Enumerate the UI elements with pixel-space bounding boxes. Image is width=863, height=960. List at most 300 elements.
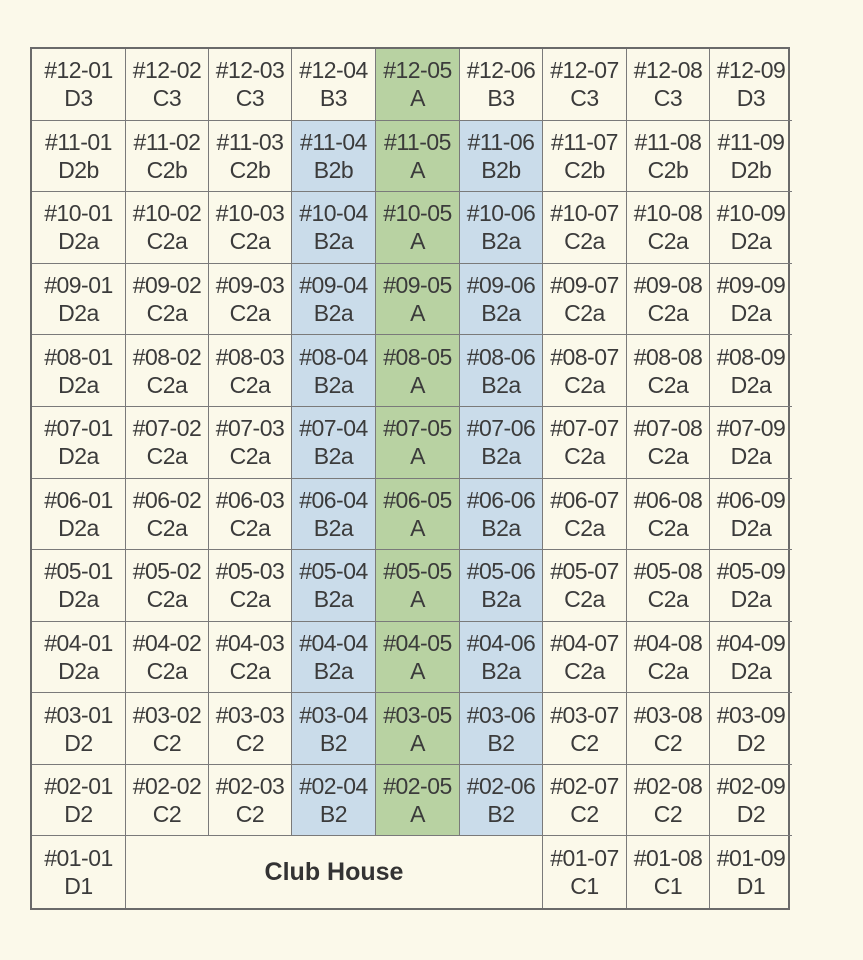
unit-number: #01-01 [44,845,113,872]
unit-number: #09-07 [550,272,619,299]
unit-type: C2a [229,371,271,398]
unit-type: D2a [730,228,772,255]
unit-cell [710,121,792,193]
unit-type: A [410,801,425,828]
unit-cell [292,335,376,407]
unit-cell [710,192,792,264]
unit-number: #02-03 [215,773,285,800]
unit-type: C2a [647,443,689,470]
unit-number: #06-07 [550,486,619,513]
unit-type: C2b [564,156,605,183]
unit-number: #12-09 [716,57,786,84]
unit-cell [710,693,792,765]
unit-type: C2 [653,729,683,756]
unit-type: D2a [730,586,772,613]
unit-cell [376,479,460,551]
unit-cell [376,49,460,121]
unit-type: C2 [235,729,265,756]
unit-type: D2 [736,729,766,756]
unit-cell [543,622,627,694]
unit-type: C2 [570,729,599,756]
unit-cell [209,121,292,193]
unit-number: #09-08 [633,272,703,299]
unit-type: C2 [152,801,182,828]
unit-number: #02-01 [44,773,113,800]
unit-number: #05-03 [215,558,285,585]
unit-cell [543,765,627,837]
unit-cell [627,550,710,622]
unit-number: #12-03 [215,57,285,84]
unit-cell [209,479,292,551]
unit-type: C2a [229,443,271,470]
unit-number: #01-09 [716,845,786,872]
unit-type: C3 [653,85,683,112]
unit-number: #06-05 [383,486,452,513]
unit-cell [209,192,292,264]
unit-type: C2a [146,228,188,255]
unit-type: C3 [152,85,182,112]
unit-type: B2a [481,657,521,684]
unit-number: #07-02 [132,415,202,442]
unit-type: D3 [64,85,93,112]
unit-number: #10-02 [132,200,202,227]
unit-type: C2a [647,371,689,398]
unit-cell [376,693,460,765]
unit-type: C2a [647,514,689,541]
unit-number: #11-03 [216,128,284,155]
unit-type: A [410,300,425,327]
unit-type: B2a [481,514,521,541]
unit-type: D2a [730,443,772,470]
unit-cell [710,765,792,837]
unit-number: #03-03 [215,701,285,728]
unit-number: #04-06 [466,629,536,656]
unit-cell [376,121,460,193]
unit-number: #07-08 [633,415,703,442]
unit-number: #08-07 [550,343,619,370]
unit-type: C2a [564,586,605,613]
unit-cell [209,407,292,479]
unit-number: #12-06 [466,57,536,84]
unit-type: A [410,729,425,756]
unit-type: D3 [736,85,766,112]
unit-type: D2a [730,300,772,327]
unit-cell [126,264,209,336]
unit-number: #05-08 [633,558,703,585]
unit-type: D2a [58,228,99,255]
unit-number: #03-02 [132,701,202,728]
unit-number: #05-04 [299,558,368,585]
unit-number: #10-05 [383,200,452,227]
unit-cell [32,836,126,908]
unit-cell [126,335,209,407]
unit-number: #05-01 [44,558,113,585]
unit-type: A [410,514,425,541]
unit-type: B2 [319,729,348,756]
unit-cell [32,121,126,193]
unit-number: #08-08 [633,343,703,370]
unit-cell [126,192,209,264]
unit-cell [32,479,126,551]
unit-type: B2a [481,228,521,255]
unit-number: #12-02 [132,57,202,84]
unit-cell [292,622,376,694]
unit-cell [292,121,376,193]
unit-number: #06-08 [633,486,703,513]
unit-type: D2a [58,514,99,541]
unit-number: #08-02 [132,343,202,370]
unit-number: #08-09 [716,343,786,370]
unit-type: A [410,228,425,255]
unit-number: #07-06 [466,415,536,442]
unit-cell [292,765,376,837]
unit-number: #12-07 [550,57,619,84]
unit-number: #11-04 [300,128,367,155]
unit-number: #10-03 [215,200,285,227]
unit-type: B2a [313,228,354,255]
unit-cell [627,49,710,121]
unit-cell [710,264,792,336]
unit-cell [292,264,376,336]
unit-type: A [410,586,425,613]
unit-cell [710,622,792,694]
unit-number: #10-04 [299,200,368,227]
unit-number: #02-06 [466,773,536,800]
unit-type: D2a [58,443,99,470]
unit-type: B2b [481,156,521,183]
unit-type: B2a [481,586,521,613]
unit-number: #08-05 [383,343,452,370]
unit-type: D2a [58,371,99,398]
unit-cell [126,121,209,193]
unit-cell [292,192,376,264]
unit-cell [126,622,209,694]
unit-cell [627,836,710,908]
unit-type: D2 [64,729,93,756]
unit-number: #04-02 [132,629,202,656]
unit-type: B3 [319,85,348,112]
unit-cell [126,49,209,121]
unit-number: #07-01 [44,415,113,442]
unit-cell [376,335,460,407]
unit-type: B2a [313,371,354,398]
unit-number: #12-01 [44,57,113,84]
unit-type: B2a [481,443,521,470]
unit-type: B2b [313,156,354,183]
unit-type: C2a [647,586,689,613]
unit-number: #02-08 [633,773,703,800]
unit-type: B2a [313,443,354,470]
unit-type: A [410,156,425,183]
unit-type: B2a [313,586,354,613]
unit-type: C2a [146,657,188,684]
unit-number: #09-05 [383,272,452,299]
unit-type: B3 [487,85,515,112]
unit-cell [627,407,710,479]
unit-cell [292,49,376,121]
unit-type: B2 [487,729,515,756]
unit-number: #06-06 [466,486,536,513]
unit-number: #05-06 [466,558,536,585]
unit-type: D2a [58,586,99,613]
unit-type: C2b [146,156,188,183]
unit-cell [460,622,543,694]
unit-cell [543,192,627,264]
unit-number: #09-04 [299,272,368,299]
unit-cell [209,765,292,837]
unit-cell [292,479,376,551]
unit-number: #10-09 [716,200,786,227]
unit-cell [627,335,710,407]
unit-cell [32,622,126,694]
unit-number: #10-08 [633,200,703,227]
unit-number: #09-03 [215,272,285,299]
unit-type: C2a [564,514,605,541]
unit-type: C2a [146,300,188,327]
unit-type: C1 [653,873,683,900]
unit-cell [32,407,126,479]
unit-type: D2a [730,514,772,541]
unit-number: #11-02 [133,128,201,155]
unit-cell [710,550,792,622]
unit-cell [376,264,460,336]
unit-type: D2a [730,371,772,398]
unit-type: D2a [58,657,99,684]
unit-number: #02-07 [550,773,619,800]
unit-cell [627,121,710,193]
unit-number: #11-08 [634,128,702,155]
unit-type: C2a [229,586,271,613]
unit-cell [292,407,376,479]
unit-number: #05-05 [383,558,452,585]
unit-type: C2a [564,371,605,398]
unit-type: C2a [564,657,605,684]
unit-number: #12-08 [633,57,703,84]
unit-number: #02-04 [299,773,368,800]
unit-cell [32,693,126,765]
unit-cell [32,765,126,837]
unit-cell [376,407,460,479]
unit-type: C2a [647,300,689,327]
unit-cell [376,765,460,837]
unit-type: D2b [730,156,772,183]
unit-cell [292,550,376,622]
unit-cell [543,335,627,407]
unit-number: #12-05 [383,57,452,84]
unit-cell [126,765,209,837]
unit-type: C2a [229,300,271,327]
unit-number: #09-06 [466,272,536,299]
unit-number: #02-02 [132,773,202,800]
unit-number: #08-06 [466,343,536,370]
unit-number: #06-02 [132,486,202,513]
unit-number: #02-05 [383,773,452,800]
unit-cell [376,192,460,264]
unit-cell [460,693,543,765]
unit-number: #07-04 [299,415,368,442]
unit-number: #10-07 [550,200,619,227]
unit-number: #07-07 [550,415,619,442]
unit-number: #11-09 [717,128,785,155]
unit-cell [209,622,292,694]
unit-cell [292,693,376,765]
unit-type: B2a [313,514,354,541]
unit-type: A [410,657,425,684]
unit-cell [543,836,627,908]
unit-cell [126,479,209,551]
unit-type: D2a [58,300,99,327]
unit-number: #09-09 [716,272,786,299]
unit-number: #04-01 [44,629,113,656]
unit-cell [627,264,710,336]
unit-number: #10-06 [466,200,536,227]
unit-number: #03-04 [299,701,368,728]
unit-cell [627,479,710,551]
unit-number: #03-01 [44,701,113,728]
unit-cell [710,407,792,479]
unit-type: C2a [647,657,689,684]
unit-number: #05-07 [550,558,619,585]
unit-number: #07-03 [215,415,285,442]
unit-cell [627,192,710,264]
unit-cell [126,550,209,622]
unit-number: #02-09 [716,773,786,800]
unit-cell [543,407,627,479]
unit-type: D2 [64,801,93,828]
unit-number: #04-05 [383,629,452,656]
unit-number: #03-05 [383,701,452,728]
unit-number: #09-01 [44,272,113,299]
unit-cell [543,49,627,121]
unit-cell [209,49,292,121]
unit-number: #03-06 [466,701,536,728]
unit-type: B2 [487,801,515,828]
unit-type: D2b [58,156,99,183]
unit-cell [543,121,627,193]
unit-cell [32,192,126,264]
unit-cell [376,550,460,622]
unit-number: #01-08 [633,845,703,872]
unit-number: #08-04 [299,343,368,370]
unit-type: B2a [481,300,521,327]
unit-number: #06-03 [215,486,285,513]
unit-cell [32,49,126,121]
unit-type: C2a [564,228,605,255]
unit-type: C2a [564,443,605,470]
unit-cell [460,192,543,264]
unit-number: #11-07 [551,128,618,155]
unit-number: #08-03 [215,343,285,370]
unit-type: D2 [736,801,766,828]
unit-type: C3 [570,85,599,112]
unit-type: D1 [736,873,766,900]
unit-type: C2a [229,228,271,255]
unit-number: #05-02 [132,558,202,585]
unit-number: #08-01 [44,343,113,370]
unit-type: A [410,371,425,398]
unit-cell [126,407,209,479]
unit-cell [32,264,126,336]
unit-number: #06-04 [299,486,368,513]
unit-number: #11-01 [45,128,112,155]
unit-type: C2a [229,657,271,684]
unit-type: B2 [319,801,348,828]
unit-type: C2a [647,228,689,255]
unit-number: #05-09 [716,558,786,585]
unit-number: #04-07 [550,629,619,656]
unit-cell [710,49,792,121]
unit-cell [460,335,543,407]
unit-cell [460,49,543,121]
unit-type: C2 [235,801,265,828]
unit-number: #11-06 [467,128,535,155]
unit-cell [710,335,792,407]
unit-cell [209,550,292,622]
unit-cell [543,550,627,622]
unit-type: C2b [647,156,689,183]
unit-number: #01-07 [550,845,619,872]
unit-type: C1 [570,873,599,900]
unit-type: B2a [481,371,521,398]
unit-cell [627,765,710,837]
unit-type: C2a [564,300,605,327]
unit-cell [460,121,543,193]
unit-type: C3 [235,85,265,112]
unit-cell [209,264,292,336]
unit-number: #12-04 [299,57,368,84]
unit-cell [376,622,460,694]
unit-type: C2 [570,801,599,828]
unit-cell [627,693,710,765]
unit-number: #10-01 [44,200,113,227]
unit-cell [209,693,292,765]
unit-cell [460,550,543,622]
unit-type: D2a [730,657,772,684]
unit-type: C2 [152,729,182,756]
unit-number: #07-09 [716,415,786,442]
unit-type: C2b [229,156,271,183]
club-house-label: Club House [126,836,543,908]
unit-type: C2a [229,514,271,541]
unit-type: C2a [146,586,188,613]
unit-cell [460,264,543,336]
unit-number: #07-05 [383,415,452,442]
unit-cell [627,622,710,694]
unit-type: A [410,85,425,112]
unit-cell [543,693,627,765]
unit-type: D1 [64,873,93,900]
unit-number: #03-08 [633,701,703,728]
unit-type: B2a [313,300,354,327]
unit-type: B2a [313,657,354,684]
unit-number: #11-05 [384,128,451,155]
unit-cell [460,479,543,551]
unit-type: C2 [653,801,683,828]
unit-cell [126,693,209,765]
unit-cell [460,765,543,837]
unit-type: A [410,443,425,470]
unit-number: #06-09 [716,486,786,513]
unit-number: #03-07 [550,701,619,728]
unit-number: #06-01 [44,486,113,513]
unit-cell [710,479,792,551]
unit-type: C2a [146,371,188,398]
unit-cell [32,335,126,407]
unit-type: C2a [146,514,188,541]
unit-cell [209,335,292,407]
unit-type: C2a [146,443,188,470]
unit-cell [543,479,627,551]
